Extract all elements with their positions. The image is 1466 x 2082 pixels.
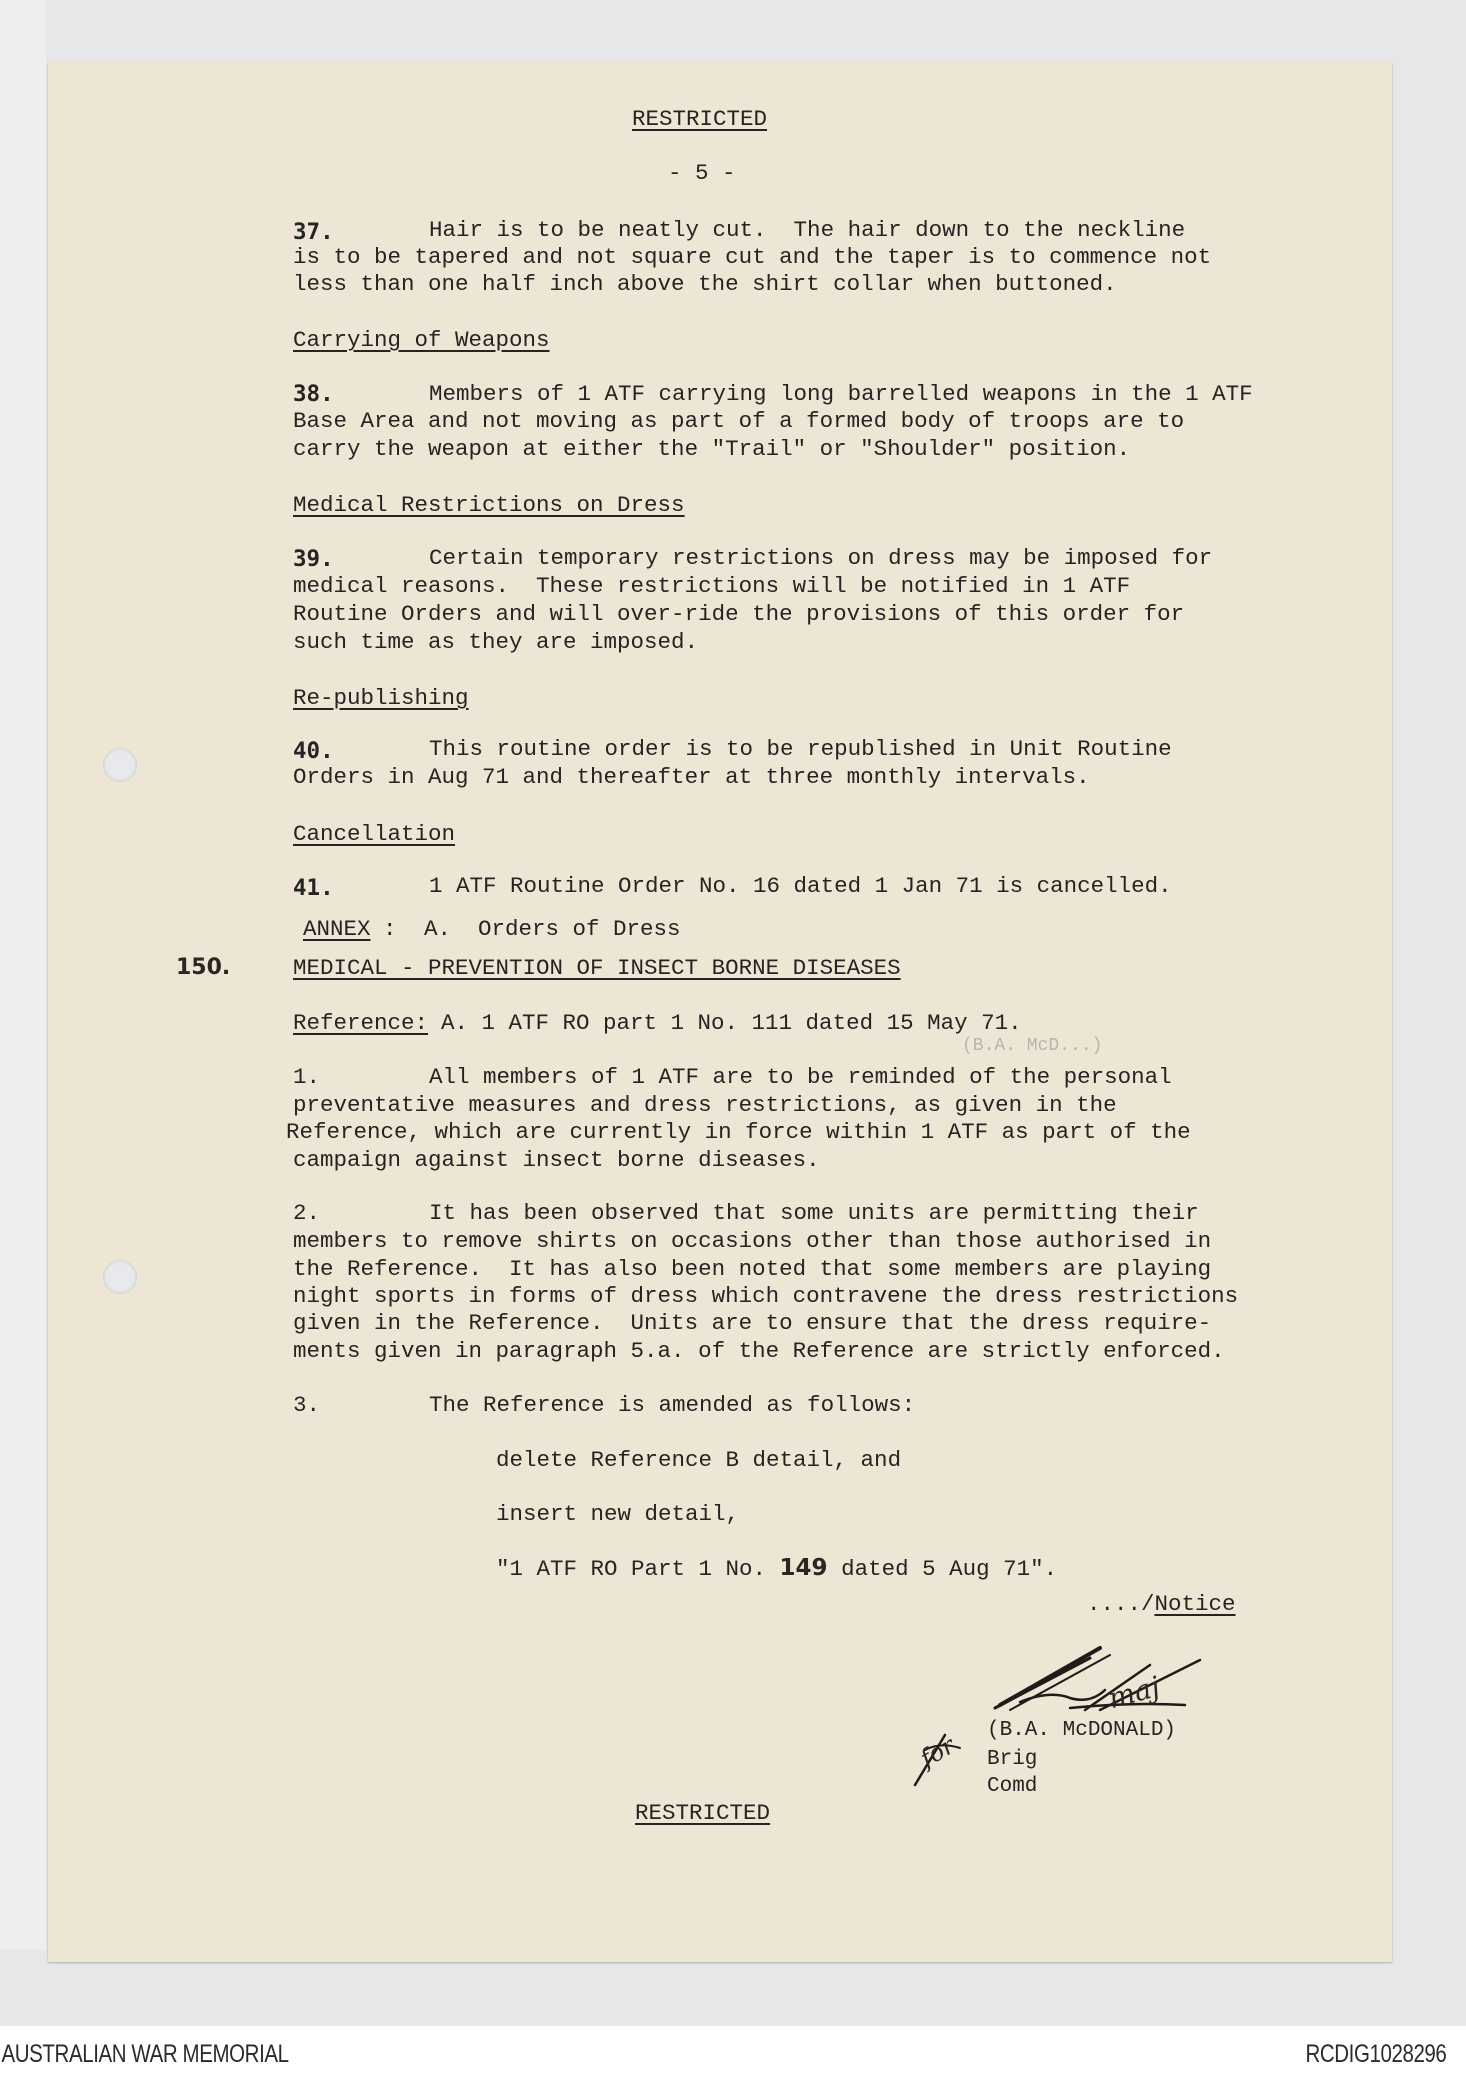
paragraph-line: carry the weapon at either the "Trail" or "Shoulder" position. (293, 436, 1131, 462)
scan-backdrop (0, 0, 46, 1950)
order-number: 150. (176, 955, 231, 980)
section-heading: Re-publishing (293, 685, 469, 711)
section-heading: Medical Restrictions on Dress (293, 492, 685, 518)
paragraph-number: 39. (293, 546, 334, 572)
paragraph-line: Base Area and not moving as part of a formed body of troops are to (293, 408, 1185, 434)
faint-stamp: (B.A. McD...) (962, 1036, 1103, 1056)
paragraph-number: 3. (293, 1392, 321, 1418)
continuation-word: Notice (1154, 1591, 1236, 1617)
punch-hole (103, 1260, 137, 1294)
handwritten-signature (900, 1630, 1230, 1790)
paragraph-line: ments given in paragraph 5.a. of the Reference are strictly enforced. (293, 1338, 1225, 1364)
paragraph-line: Routine Orders and will over-ride the provisions of this order for (293, 601, 1185, 627)
paragraph-line: The Reference is amended as follows: (429, 1392, 916, 1418)
paragraph-line: 1 ATF Routine Order No. 16 dated 1 Jan 71 is cancelled. (429, 873, 1172, 899)
paragraph-line: such time as they are imposed. (293, 629, 699, 655)
paragraph-line: All members of 1 ATF are to be reminded of the personal (429, 1064, 1172, 1090)
paragraph-number: 37. (293, 219, 334, 245)
amendment-line: delete Reference B detail, and (496, 1447, 902, 1473)
new-detail-suffix: dated 5 Aug 71". (827, 1556, 1058, 1582)
paragraph-line: given in the Reference. Units are to ensure that the dress require- (293, 1310, 1212, 1336)
amendment-line: insert new detail, (496, 1501, 740, 1527)
paragraph-line: Hair is to be neatly cut. The hair down to the neckline (429, 217, 1186, 243)
paragraph-line: Orders in Aug 71 and thereafter at three monthly intervals. (293, 764, 1090, 790)
archive-item-id: RCDIG1028296 (1305, 2040, 1447, 2068)
reference-text: A. 1 ATF RO part 1 No. 111 dated 15 May 71. (441, 1010, 1022, 1036)
continuation-marker (1087, 1591, 1236, 1617)
continuation-dots: ..../ (1087, 1591, 1155, 1617)
punch-hole (103, 748, 137, 782)
header-classification: RESTRICTED (632, 106, 768, 132)
reference-label: Reference: (293, 1010, 429, 1036)
paragraph-number: 2. (293, 1200, 321, 1226)
signatory-appointment: Comd (987, 1775, 1038, 1798)
paragraph-line: medical reasons. These restrictions will be notified in 1 ATF (293, 573, 1131, 599)
paragraph-line: preventative measures and dress restrictions, as given in the (293, 1092, 1117, 1118)
annex-label: ANNEX (303, 916, 371, 942)
new-detail-prefix: "1 ATF RO Part 1 No. (496, 1556, 780, 1582)
handwritten-for: for (915, 1731, 960, 1773)
new-detail-number: 149 (779, 1555, 828, 1581)
paragraph-line: members to remove shirts on occasions other than those authorised in (293, 1228, 1212, 1254)
paragraph-line: It has been observed that some units are permitting their (429, 1200, 1199, 1226)
paragraph-number: 1. (293, 1064, 321, 1090)
paragraph-line: is to be tapered and not square cut and the taper is to commence not (293, 244, 1212, 270)
paragraph-line: the Reference. It has also been noted that some members are playing (293, 1256, 1212, 1282)
new-detail-line (496, 1555, 1057, 1582)
archive-name: AUSTRALIAN WAR MEMORIAL (1, 2040, 289, 2068)
paragraph-number: 40. (293, 738, 334, 764)
annex-text: A. Orders of Dress (424, 916, 681, 942)
section-heading: Cancellation (293, 821, 456, 847)
paragraph-line: Certain temporary restrictions on dress may be imposed for (429, 545, 1213, 571)
annex-separator: : (383, 916, 397, 942)
paragraph-line: Reference, which are currently in force within 1 ATF as part of the (286, 1119, 1191, 1145)
paragraph-line: less than one half inch above the shirt collar when buttoned. (293, 271, 1117, 297)
paragraph-number: 38. (293, 381, 334, 407)
page-number: - 5 - (668, 160, 736, 186)
paragraph-number: 41. (293, 875, 334, 901)
paragraph-line: campaign against insect borne diseases. (293, 1147, 820, 1173)
signatory-rank: Brig (987, 1748, 1038, 1771)
paragraph-line: night sports in forms of dress which contravene the dress restrictions (293, 1283, 1239, 1309)
footer-classification: RESTRICTED (635, 1800, 771, 1826)
order-title: MEDICAL - PREVENTION OF INSECT BORNE DISEASES (293, 955, 901, 981)
handwritten-rank: maj (1104, 1669, 1164, 1716)
section-heading: Carrying of Weapons (293, 327, 550, 353)
signatory-name: (B.A. McDONALD) (987, 1719, 1177, 1742)
paragraph-line: This routine order is to be republished in Unit Routine (429, 736, 1172, 762)
paragraph-line: Members of 1 ATF carrying long barrelled weapons in the 1 ATF (429, 381, 1253, 407)
